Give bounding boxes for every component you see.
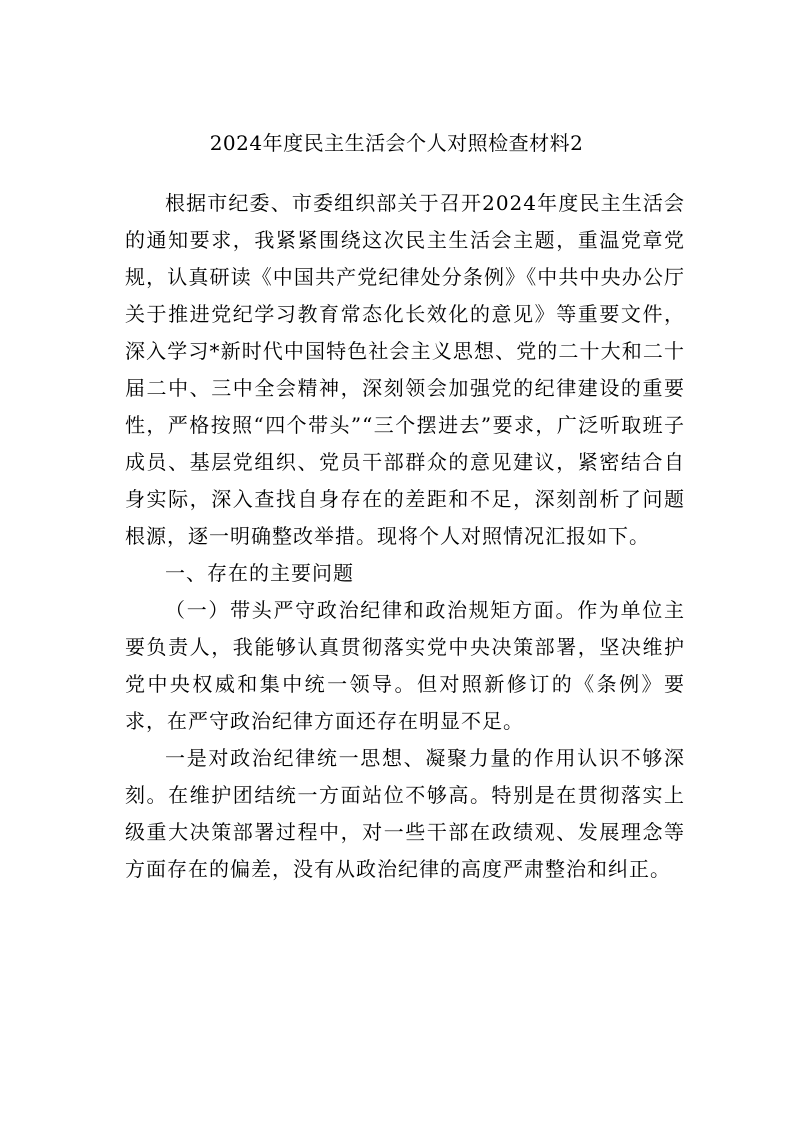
paragraph-point-1: 一是对政治纪律统一思想、凝聚力量的作用认识不够深刻。在维护团结统一方面站位不够高。特别是在贯彻落实上级重大决策部署过程中，对一些干部在政绩观、发展理念等方面存在的偏差，没有从政治纪律的高度严肃整治和纠正。 bbox=[125, 746, 685, 881]
section-heading: 一、存在的主要问题 bbox=[165, 561, 354, 585]
document-title: 2024年度民主生活会个人对照检查材料2 bbox=[209, 131, 584, 155]
document-body bbox=[125, 185, 685, 888]
paragraph-intro: 根据市纪委、市委组织部关于召开2024年度民主生活会的通知要求，我紧紧围绕这次民主生活会主题，重温党章党规，认真研读《中国共产党纪律处分条例》《中共中央办公厅关于推进党纪学习教育常态化长效化的意见》等重要文件，深入学习*新时代中国特色社会主义思想、党的二十大和二十届二中、三中全会精神，深刻领会加强党的纪律建设的重要性，严格按照“四个带头”“三个摆进去”要求，广泛听取班子成员、基层党组织、党员干部群众的意见建议，紧密结合自身实际，深入查找自身存在的差距和不足，深刻剖析了问题根源，逐一明确整改举措。现将个人对照情况汇报如下。 bbox=[125, 191, 685, 548]
paragraph-subsection-1: （一）带头严守政治纪律和政治规矩方面。作为单位主要负责人，我能够认真贯彻落实党中央决策部署，坚决维护党中央权威和集中统一领导。但对照新修订的《条例》要求，在严守政治纪律方面还存在明显不足。 bbox=[125, 598, 685, 733]
